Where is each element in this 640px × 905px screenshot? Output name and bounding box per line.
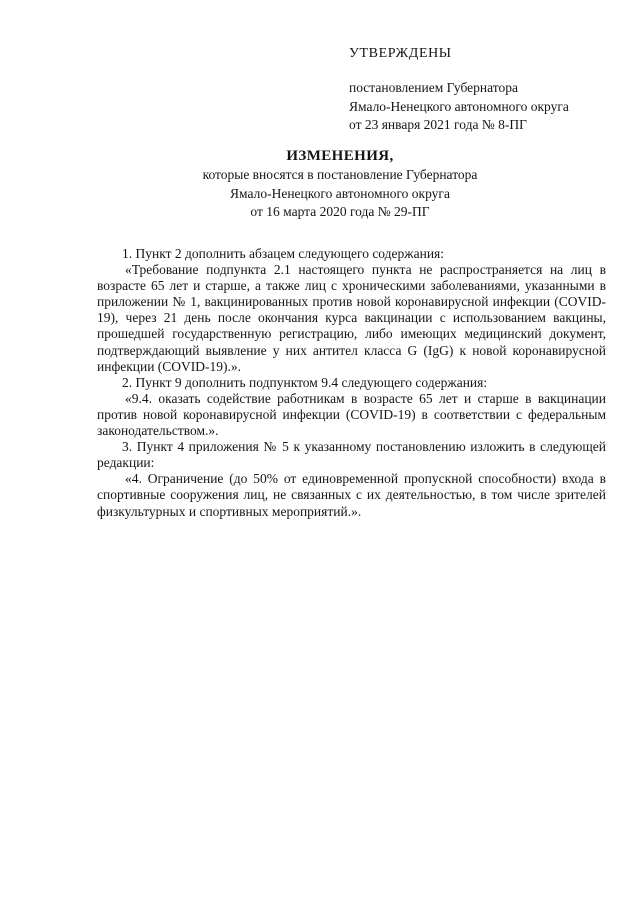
document-title-block (130, 146, 550, 222)
title-line-1: которые вносятся в постановление Губернатора (202, 167, 478, 182)
approval-line-3: от 23 января 2021 года № 8-ПГ (349, 117, 527, 132)
item-3: 3. Пункт 4 приложения № 5 к указанному постановлению изложить в следующей редакции: (97, 439, 606, 471)
title-line-2: Ямало-Ненецкого автономного округа (230, 185, 450, 201)
approval-line-2: Ямало-Ненецкого автономного округа (349, 98, 569, 114)
item-2: 2. Пункт 9 дополнить подпунктом 9.4 следующего содержания: (122, 374, 488, 390)
approval-stamp-block (349, 44, 599, 135)
approval-heading: УТВЕРЖДЕНЫ (349, 46, 452, 61)
item-3-quote: «4. Ограничение (до 50% от единовременной пропускной способности) входа в спортивные сооружения лиц, не связанных с их деятельностью, в том числе зрителей физкультурных и спортивных мероприятий.». (97, 471, 606, 519)
item-1-quote: «Требование подпункта 2.1 настоящего пункта не распространяется на лиц в возрасте 65 лет и старше, а также лиц с хроническими заболеваниями, указанными в приложении № 1, вакцинированных против новой коронавирусной инфекции (COVID-19), через 21 день после окончания курса вакцинации с использованием вакцины, прошедшей государственную регистрацию, либо имеющих медицинский документ, подтверждающий выявление у них антител класса G (IgG) к новой коронавирусной инфекции (COVID-19).». (97, 262, 606, 374)
document-body (97, 246, 606, 520)
item-2-quote: «9.4. оказать содействие работникам в возрасте 65 лет и старше в вакцинации против новой коронавирусной инфекции (COVID-19) в соответствии с федеральным законодательством.». (97, 390, 606, 439)
approval-line-1: постановлением Губернатора (349, 80, 518, 95)
item-1: 1. Пункт 2 дополнить абзацем следующего содержания: (122, 246, 445, 261)
document-title: ИЗМЕНЕНИЯ, (286, 148, 394, 164)
title-line-3: от 16 марта 2020 года № 29-ПГ (250, 204, 430, 219)
